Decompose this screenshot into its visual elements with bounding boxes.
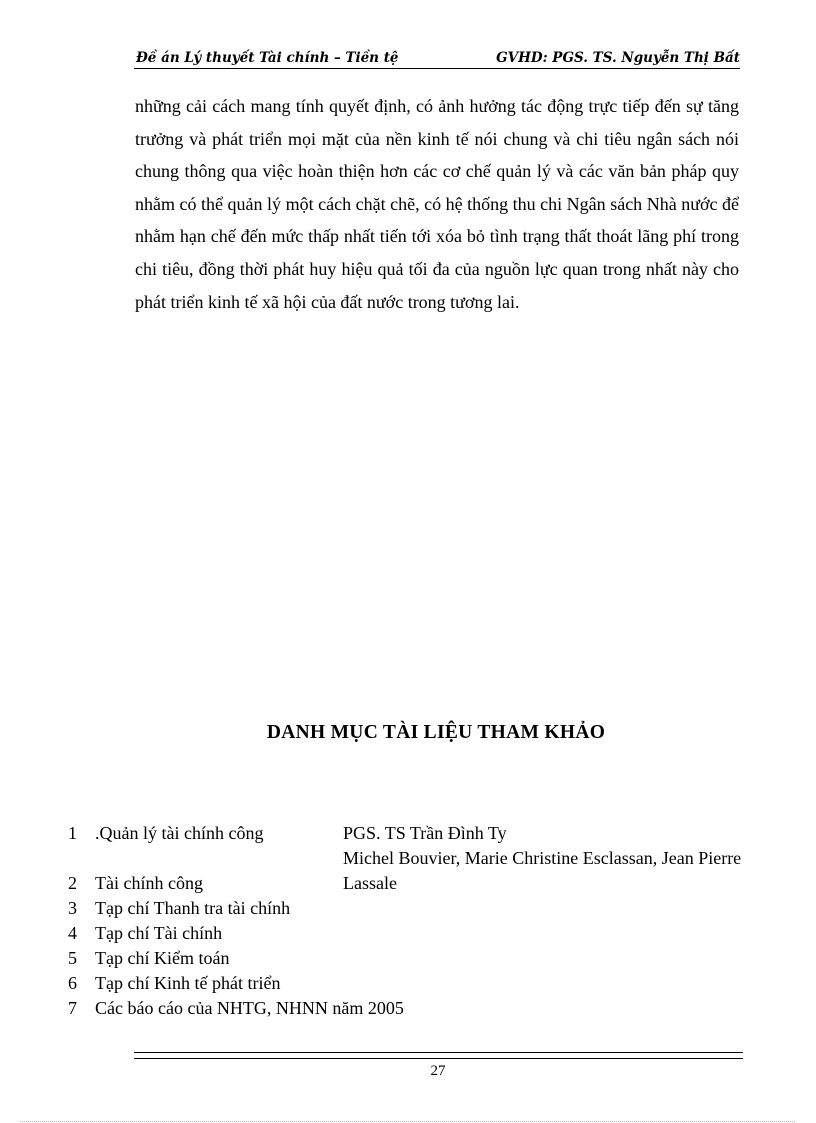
reference-item	[68, 871, 778, 896]
reference-number: 5	[68, 948, 77, 968]
reference-title: Tài chính công	[95, 873, 203, 893]
reference-number: 1	[68, 823, 77, 843]
reference-title: .Quản lý tài chính công	[95, 823, 264, 843]
page-header	[134, 48, 740, 69]
body-paragraph: những cải cách mang tính quyết định, có ảnh hưởng tác động trực tiếp đến sự tăng trưởng và phát triển mọi mặt của nền kinh tế nói chung và chi tiêu ngân sách nói chung thông qua việc hoàn thiện hơn các cơ chế quản lý và các văn bản pháp quy nhằm có thể quản lý một cách chặt chẽ, có hệ thống thu chi Ngân sách Nhà nước để nhằm hạn chế đến mức thấp nhất tiến tới xóa bỏ tình trạng thất thoát lãng phí trong chi tiêu, đồng thời phát huy hiệu quả tối đa của nguồn lực quan trong nhất này cho phát triển kinh tế xã hội của đất nước trong tương lai.	[135, 96, 739, 312]
reference-item	[68, 821, 778, 846]
reference-item	[68, 946, 778, 971]
reference-number: 2	[68, 873, 77, 893]
reference-author: Michel Bouvier, Marie Christine Esclassan, Jean Pierre Lassale	[343, 848, 742, 893]
body-paragraph-block	[135, 90, 739, 318]
reference-number: 6	[68, 973, 77, 993]
header-supervisor: GVHD: PGS. TS. Nguyễn Thị Bất	[496, 50, 740, 66]
references-heading: DANH MỤC TÀI LIỆU THAM KHẢO	[266, 722, 606, 743]
reference-number: 7	[68, 998, 77, 1018]
footer-double-rule	[134, 1052, 743, 1059]
reference-list	[68, 821, 778, 1021]
page-number: 27	[430, 1063, 446, 1079]
page-edge-divider	[20, 1121, 795, 1122]
reference-title: Tạp chí Kiểm toán	[95, 948, 230, 968]
reference-author: PGS. TS Trần Đình Ty	[343, 823, 507, 843]
reference-title: Tạp chí Thanh tra tài chính	[95, 898, 291, 918]
reference-item	[68, 971, 778, 996]
reference-title: Các báo cáo của NHTG, NHNN năm 2005	[95, 998, 404, 1018]
reference-item	[68, 921, 778, 946]
reference-title: Tạp chí Kinh tế phát triển	[95, 973, 281, 993]
reference-title: Tạp chí Tài chính	[95, 923, 223, 943]
header-document-title: Đề án Lý thuyết Tài chính – Tiền tệ	[136, 50, 399, 66]
reference-number: 3	[68, 898, 77, 918]
reference-item	[68, 996, 778, 1021]
reference-item	[68, 896, 778, 921]
reference-number: 4	[68, 923, 77, 943]
